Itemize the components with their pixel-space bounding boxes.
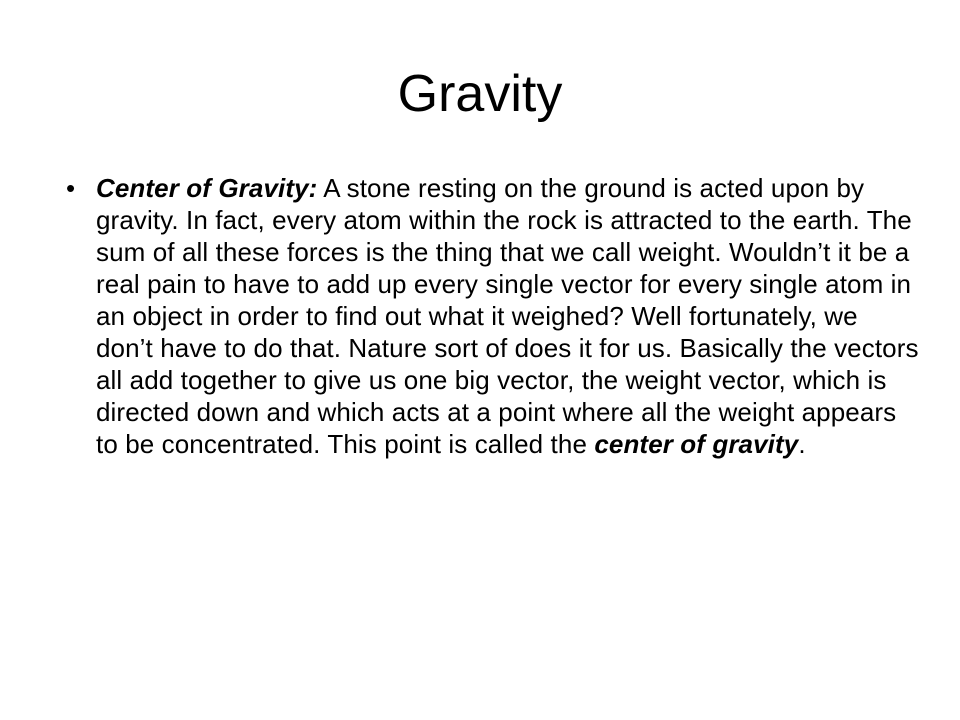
bullet-emphasis: center of gravity	[594, 429, 799, 459]
bullet-term: Center of Gravity:	[96, 173, 318, 203]
bullet-end-text: .	[798, 429, 806, 459]
slide-title: Gravity	[397, 65, 563, 123]
bullet-item	[60, 172, 920, 460]
bullet-body-text: A stone resting on the ground is acted upon by gravity. In fact, every atom within the rock is attracted to the earth. The sum of all these forces is the thing that we call weight. Wouldn’t it be a real pain to have to add up every single vector for every single atom in an object in order to find out what it weighed? Well fortunately, we don’t have to do that. Nature sort of does it for us. Basically the vectors all add together to give us one big vector, the weight vector, which is directed down and which acts at a point where all the weight appears to be concentrated. This point is called the	[96, 173, 919, 459]
bullet-list	[60, 172, 920, 460]
bullet-marker: •	[66, 173, 76, 203]
